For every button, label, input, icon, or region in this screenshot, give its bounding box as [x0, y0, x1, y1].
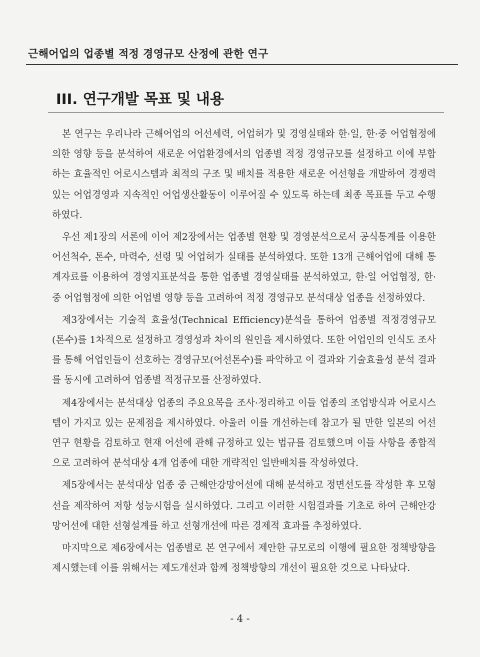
running-header: 근해어업의 업종별 적정 경영규모 산정에 관한 연구 [28, 48, 269, 60]
section-title: III. 연구개발 목표 및 내용 [56, 92, 224, 108]
paragraph-chapter5: 제5장에서는 분석대상 업종 중 근해안강망어선에 대해 분석하고 정면선도를 작성한 후 모형선을 제작하여 저항 성능시험을 실시하였다. 그리고 이러한 시험결과를 기초로 하여 근해안강망어선에 대한 선형설계를 하고 선형개선에 따른 경제적 효과를 추정하였다. [52, 480, 436, 532]
section-title-divider [48, 112, 444, 113]
header-divider [26, 64, 458, 65]
paragraph-chapter2: 우선 제1장의 서론에 이어 제2장에서는 업종별 현황 및 경영분석으로서 공식통계를 이용한 어선척수, 톤수, 마력수, 선령 및 어업허가 실태를 분석하였다. 또한 13개 근해어업에 대해 통계자료를 이용하여 경영지표분석을 통한 업종별 경영실태를 분석하였고, 한·일 어업협정, 한·중 어업협정에 의한 어업별 영향 등을 고려하여 적정 경영규모 분석대상 업종을 선정하였다. [52, 232, 436, 304]
page-number: - 4 - [230, 614, 250, 625]
paragraph-intro: 본 연구는 우리나라 근해어업의 어선세력, 어업허가 및 경영실태와 한·일, 한·중 어업협정에 의한 영향 등을 분석하여 새로운 어업환경에서의 업종별 적정 경영규모를 설정하고 이에 부합하는 효율적인 어로시스템과 최적의 구조 및 배치를 적용한 새로운 어선형을 개발하여 경쟁력 있는 어업경영과 지속적인 어업생산활동이 이루어질 수 있도록 하는데 최종 목표를 두고 수행하였다. [52, 129, 436, 221]
paragraph-chapter6: 마지막으로 제6장에서는 업종별로 본 연구에서 제안한 규모로의 이행에 필요한 정책방향을 제시했는데 이를 위해서는 제도개선과 함께 정책방향의 개선이 필요한 것으로 나타났다. [52, 543, 436, 575]
paragraph-chapter3: 제3장에서는 기술적 효율성(Technical Efficiency)분석을 통하여 업종별 적정경영규모(톤수)를 1차적으로 설정하고 경영성과 차이의 원인을 제시하였다. 또한 어업인의 인식도 조사를 통해 어업인들이 선호하는 경영규모(어선톤수)를 파악하고 이 결과와 기술효율성 분석 결과를 동시에 고려하여 업종별 적정규모를 산정하였다. [52, 314, 436, 387]
body-text [52, 125, 436, 581]
paragraph-chapter4: 제4장에서는 분석대상 업종의 주요요목을 조사·정리하고 이들 업종의 조업방식과 어로시스템이 가지고 있는 문제점을 제시하였다. 아울러 이를 개선하는데 참고가 될 만한 일본의 어선연구 현황을 검토하고 현재 어선에 관해 규정하고 있는 법규를 검토했으며 이들 사항을 종합적으로 고려하여 분석대상 4개 업종에 대한 개략적인 일반배치를 작성하였다. [52, 397, 436, 470]
